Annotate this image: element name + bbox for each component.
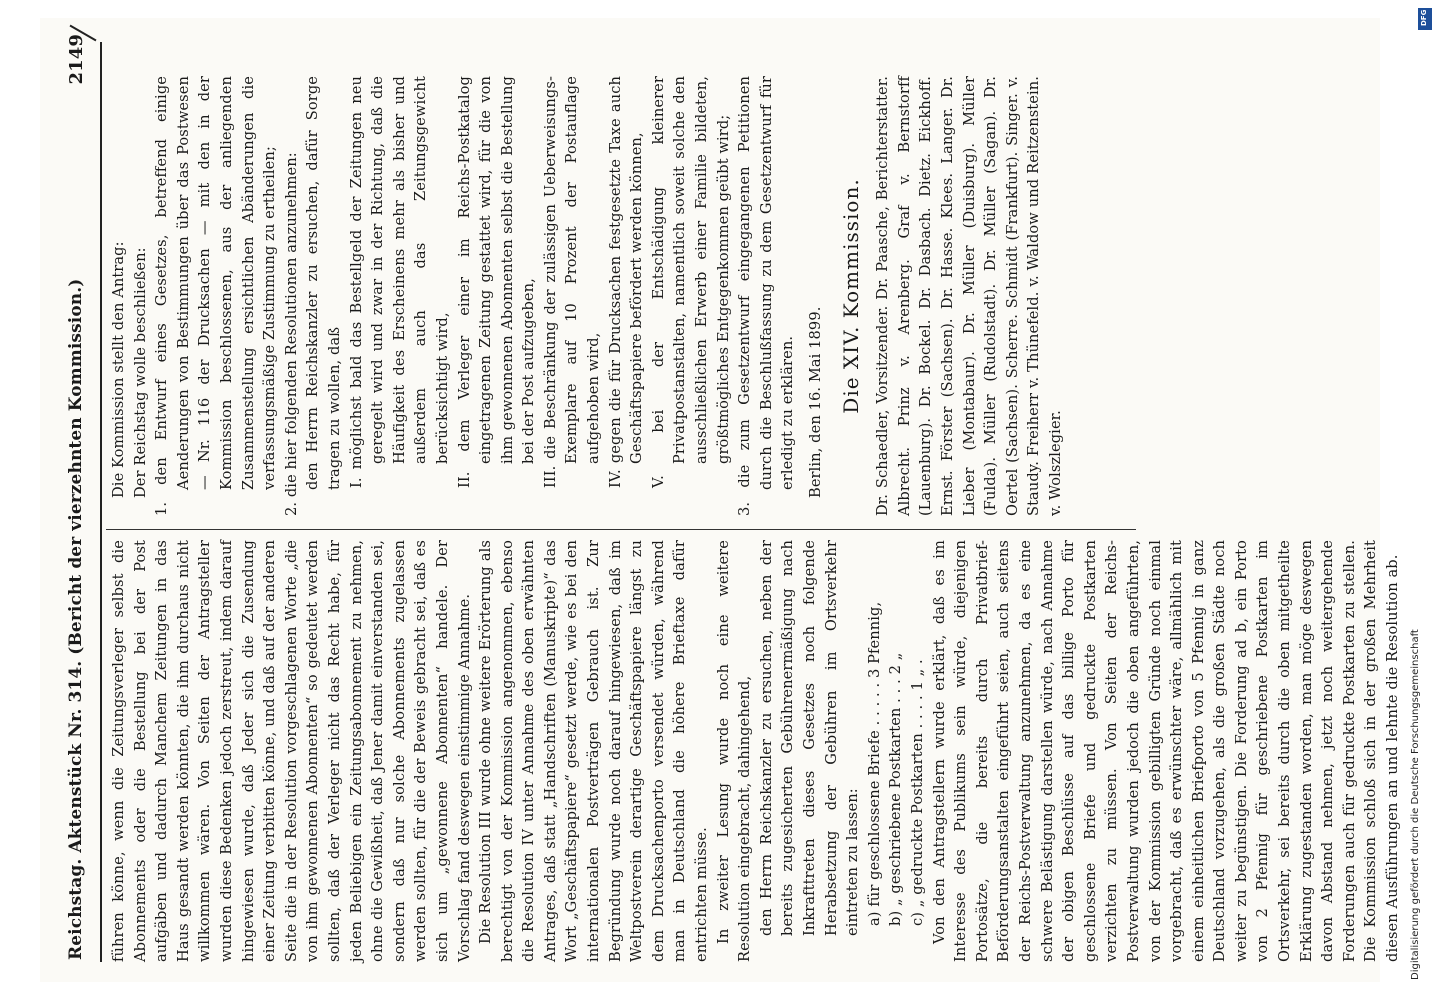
page-header bbox=[60, 34, 96, 978]
rates-list bbox=[864, 540, 929, 962]
paragraph: In zweiter Lesung wurde noch eine weitere Resolution eingebracht, dahingehend, bbox=[714, 540, 754, 962]
resolution-item: V. bei der Entschädigung kleinerer Privatpostanstalten, namentlich soweit solche den ausschließlichen Erwerb einer Familie bildeten, größtmögliches Entgegenkommen geübt wird; bbox=[649, 76, 732, 488]
resolution-item: IV. gegen die für Drucksachen festgesetzte Taxe auch Geschäftspapiere befördert werden können, bbox=[606, 76, 646, 488]
dfg-logo-text: DFG bbox=[1420, 9, 1428, 26]
paragraph: Von den Antragstellern wurde erklärt, daß es im Interesse des Publikums sein würde, diejenigen Portosätze, die bereits durch Privatbrief-Beförderungsanstalten eingeführt seien, auch seitens der Reichs-Postverwaltung anzunehmen, da es eine schwere Belästigung darstellen würde, nach Annahme der obigen Beschlüsse auf das billige Porto für geschlossene Briefe und gedruckte Postkarten verzichten zu müssen. Von Seiten der Reichs-Postverwaltung wurden jedoch die oben angeführten, von der Kommission gebilligten Gründe noch einmal vorgebracht, daß es erwünschter wäre, allmählich mit einem einheitlichen Briefporto von 5 Pfennig in ganz Deutschland vorzugehen, als die großen Städte noch weiter zu begünstigen. Die Forderung ad b, ein Porto von 2 Pfennig für geschriebene Postkarten im Ortsverkehr, sei bereits durch die oben mitgetheilte Erklärung zugestanden worden, man möge deswegen davon Abstand nehmen, jetzt noch weitergehende Forderungen auch für gedruckte Postkarten zu stellen. Die Kommission schloß sich in der großen Mehrheit diesen Ausführungen an und lehnte die Resolution ab. bbox=[930, 540, 1402, 962]
digitization-note bbox=[1410, 10, 1428, 990]
member-list: Dr. Schaedler, Vorsitzender. Dr. Paasche, Berichterstatter. Albrecht. Prinz v. Arenberg. Graf v. Bernstorff (Lauenburg). Dr. Bockel. Dr. Dasbach. Dietz. Eickhoff. Ernst. Förster (Sachsen). Dr. Hasse. Klees. Langer. Dr. Lieber (Montabaur). Dr. Müller (Duisburg). Müller (Fulda). Müller (Rudolstadt). Dr. Müller (Sagan). Dr. Oertel (Sachsen). Scherre. Schmidt (Frankfurt). Singer. v. Staudy. Freiherr v. Thünefeld. v. Waldow und Reitzenstein. v. Wolszlegier. bbox=[874, 76, 1064, 516]
motion-item: 2. die hier folgenden Resolutionen anzunehmen: bbox=[282, 152, 300, 516]
paragraph: führen könne, wenn die Zeitungsverleger selbst die Abonnements oder die Bestellung bei der Post aufgäben und dadurch Manchem Zeitungen in das Haus gesandt werden könnten, die ihm durchaus nicht willkommen wären. Von Seiten der Antragsteller wurden diese Bedenken jedoch zerstreut, indem darauf hingewiesen wurde, daß Jeder sich die Zusendung einer Zeitung verbitten könne, und daß auf der anderen Seite die in der Resolution vorgeschlagenen Worte „die von ihm gewonnenen Abonnenten“ so gedeutet werden sollten, daß der Verleger nicht das Recht habe, für jeden Beliebigen ein Zeitungsabonnement zu nehmen, ohne die Gewißheit, daß Jener damit einverstanden sei, sondern daß nur solche Abonnements zugelassen werden sollten, für die der Beweis gebracht sei, daß es sich um „gewonnene Abonnenten“ handele. Der Vorschlag fand deswegen einstimmige Annahme. bbox=[110, 540, 473, 962]
commission-title: Die XIV. Kommission. bbox=[838, 178, 863, 414]
motion-intro: Die Kommission stellt den Antrag: bbox=[110, 241, 127, 498]
motion-item: 3. die zum Gesetzentwurf eingegangenen Petitionen durch die Beschlußfassung zu dem Gesetzentwurf für erledigt zu erklären. bbox=[736, 76, 797, 516]
header-rule bbox=[100, 42, 102, 962]
rate-item: b) „ geschriebene Postkarten . . . 2 „ bbox=[887, 652, 905, 926]
rotated-document-page bbox=[60, 34, 1402, 978]
resolution-item: I. möglichst bald das Bestellgeld der Zeitungen neu geregelt wird und zwar in der Richtung, daß die Häufigkeit des Erscheinens mehr als bisher und außerdem auch das Zeitungsgewicht berücksichtigt wird, bbox=[347, 76, 451, 488]
motion-text: den Herrn Reichskanzler zu ersuchen, dafür Sorge tragen zu wollen, daß bbox=[304, 76, 343, 490]
resolution-item: III. die Beschränkung der zulässigen Ueberweisungs-Exemplare auf 10 Prozent der Postauflage aufgehoben wird, bbox=[541, 76, 603, 488]
column-divider bbox=[106, 529, 1136, 530]
running-head: Reichstag. Aktenstück Nr. 314. (Bericht der vierzehnten Kommission.) bbox=[66, 278, 86, 960]
motion-item: 1. den Entwurf eines Gesetzes, betreffend einige Aenderungen von Bestimmungen über das Postwesen — Nr. 116 der Drucksachen — mit den in der Kommission beschlossenen, aus der anliegenden Zusammenstellung ersichtlichen Abänderungen die verfassungsmäßige Zustimmung zu ertheilen; bbox=[153, 76, 279, 516]
quoted-resolution: den Herrn Reichskanzler zu ersuchen, neben der bereits zugesicherten Gebührenermäßigung nach Inkrafttreten dieses Gesetzes noch folgende Herabsetzung der Gebühren im Ortsverkehr eintreten zu lassen: bbox=[757, 540, 862, 936]
date-line: Berlin, den 16. Mai 1899. bbox=[807, 306, 824, 498]
motion-intro: Der Reichstag wolle beschließen: bbox=[131, 247, 149, 498]
paragraph: Die Resolution III wurde ohne weitere Erörterung als berechtigt von der Kommission angenommen, ebenso die Resolution IV unter Annahme des oben erwähnten Antrages, daß statt „Handschriften (Manuskripte)“ das Wort „Geschäftspapiere“ gesetzt werde, wie es bei den internationalen Postverträgen Gebrauch ist. Zur Begründung wurde noch darauf hingewiesen, daß im Weltpostverein derartige Geschäftspapiere längst zu dem Drucksachenporto versendet würden, während man in Deutschland die höhere Brieftaxe dafür entrichten müsse. bbox=[477, 540, 711, 962]
right-column bbox=[108, 76, 1067, 516]
resolution-item: II. dem Verleger einer im Reichs-Postkatalog eingetragenen Zeitung gestattet wird, für die von ihm gewonnenen Abonnenten selbst die Bestellung bei der Post aufzugeben, bbox=[455, 76, 538, 488]
left-column bbox=[108, 540, 1404, 962]
digitization-note-text: Digitalisierung gefördert durch die Deutsche Forschungsgemeinschaft bbox=[1410, 629, 1421, 980]
rate-item: c) „ gedruckte Postkarten . . . . 1 „ . bbox=[908, 659, 926, 926]
page-number: 2149 bbox=[66, 34, 87, 85]
rate-item: a) für geschlossene Briefe . . . . . 3 Pfennig, bbox=[865, 601, 883, 926]
